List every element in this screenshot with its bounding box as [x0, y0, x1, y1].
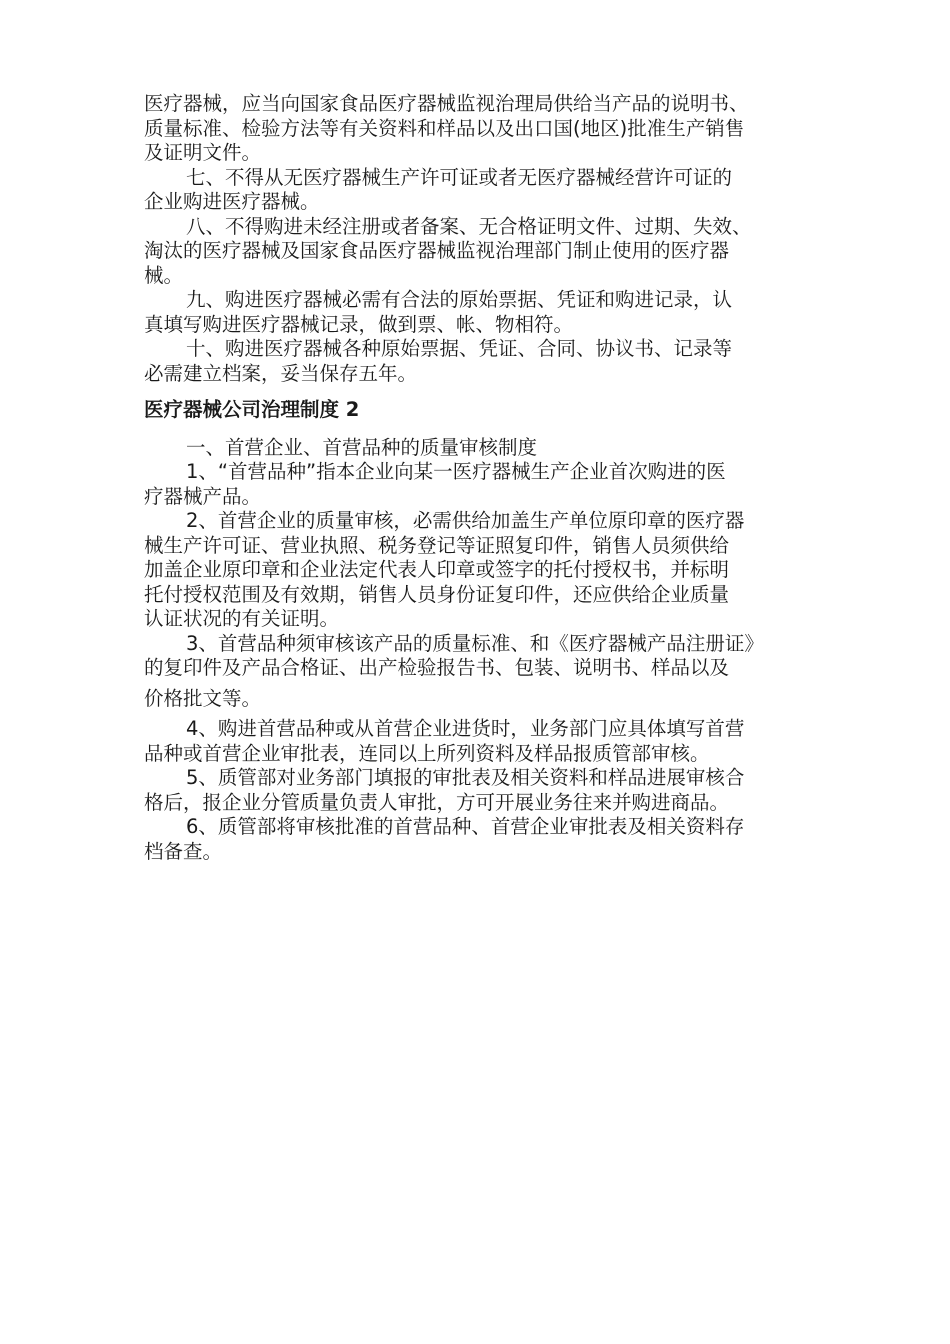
text-line: 淘汰的医疗器械及国家食品医疗器械监视治理部门制止使用的医疗器	[144, 239, 730, 262]
text-line: 七、不得从无医疗器械生产许可证或者无医疗器械经营许可证的	[186, 165, 733, 189]
text-line: 真填写购进医疗器械记录，做到票、帐、物相符。	[144, 312, 574, 336]
text-line: 加盖企业原印章和企业法定代表人印章或签字的托付授权书，并标明	[144, 558, 730, 581]
text-line: 品种或首营企业审批表，连同以上所列资料及样品报质管部审核。	[144, 741, 710, 765]
text-line: 档备查。	[144, 839, 223, 863]
text-line: 价格批文等。	[144, 686, 262, 710]
document-page	[144, 92, 824, 864]
text-line: 的复印件及产品合格证、出产检验报告书、包装、说明书、样品以及	[144, 656, 730, 679]
text-line: 必需建立档案，妥当保存五年。	[144, 361, 418, 385]
text-line: 质量标准、检验方法等有关资料和样品以及出口国(地区)批准生产销售	[144, 116, 745, 140]
section-heading: 医疗器械公司治理制度 2	[144, 398, 360, 421]
text-line: 认证状况的有关证明。	[144, 607, 340, 630]
text-line: 及证明文件。	[144, 141, 262, 164]
text-line: 九、购进医疗器械必需有合法的原始票据、凭证和购进记录，认	[186, 288, 733, 311]
text-line: 械。	[144, 263, 184, 287]
text-line: 格后，报企业分管质量负责人审批，方可开展业务往来并购进商品。	[144, 790, 730, 814]
text-line: 八、不得购进未经注册或者备案、无合格证明文件、过期、失效、	[186, 214, 752, 238]
text-line: 十、购进医疗器械各种原始票据、凭证、合同、协议书、记录等	[186, 337, 733, 360]
text-line: 托付授权范围及有效期，销售人员身份证复印件，还应供给企业质量	[144, 582, 730, 606]
text-line: 3、首营品种须审核该产品的质量标准、和《医疗器械产品注册证》	[186, 631, 764, 655]
text-line: 2、首营企业的质量审核，必需供给加盖生产单位原印章的医疗器	[186, 509, 745, 532]
text-line: 5、质管部对业务部门填报的审批表及相关资料和样品进展审核合	[186, 766, 745, 789]
text-line: 械生产许可证、营业执照、税务登记等证照复印件，销售人员须供给	[144, 533, 730, 557]
text-line: 1、“首营品种”指本企业向某一医疗器械生产企业首次购进的医	[186, 460, 726, 483]
text-line: 企业购进医疗器械。	[144, 190, 320, 213]
text-line: 6、质管部将审核批准的首营品种、首营企业审批表及相关资料存	[186, 815, 745, 838]
text-line: 一、首营企业、首营品种的质量审核制度	[186, 435, 538, 459]
text-line: 4、购进首营品种或从首营企业进货时，业务部门应具体填写首营	[186, 717, 745, 740]
text-line: 医疗器械，应当向国家食品医疗器械监视治理局供给当产品的说明书、	[144, 92, 749, 115]
text-line: 疗器械产品。	[144, 484, 262, 508]
